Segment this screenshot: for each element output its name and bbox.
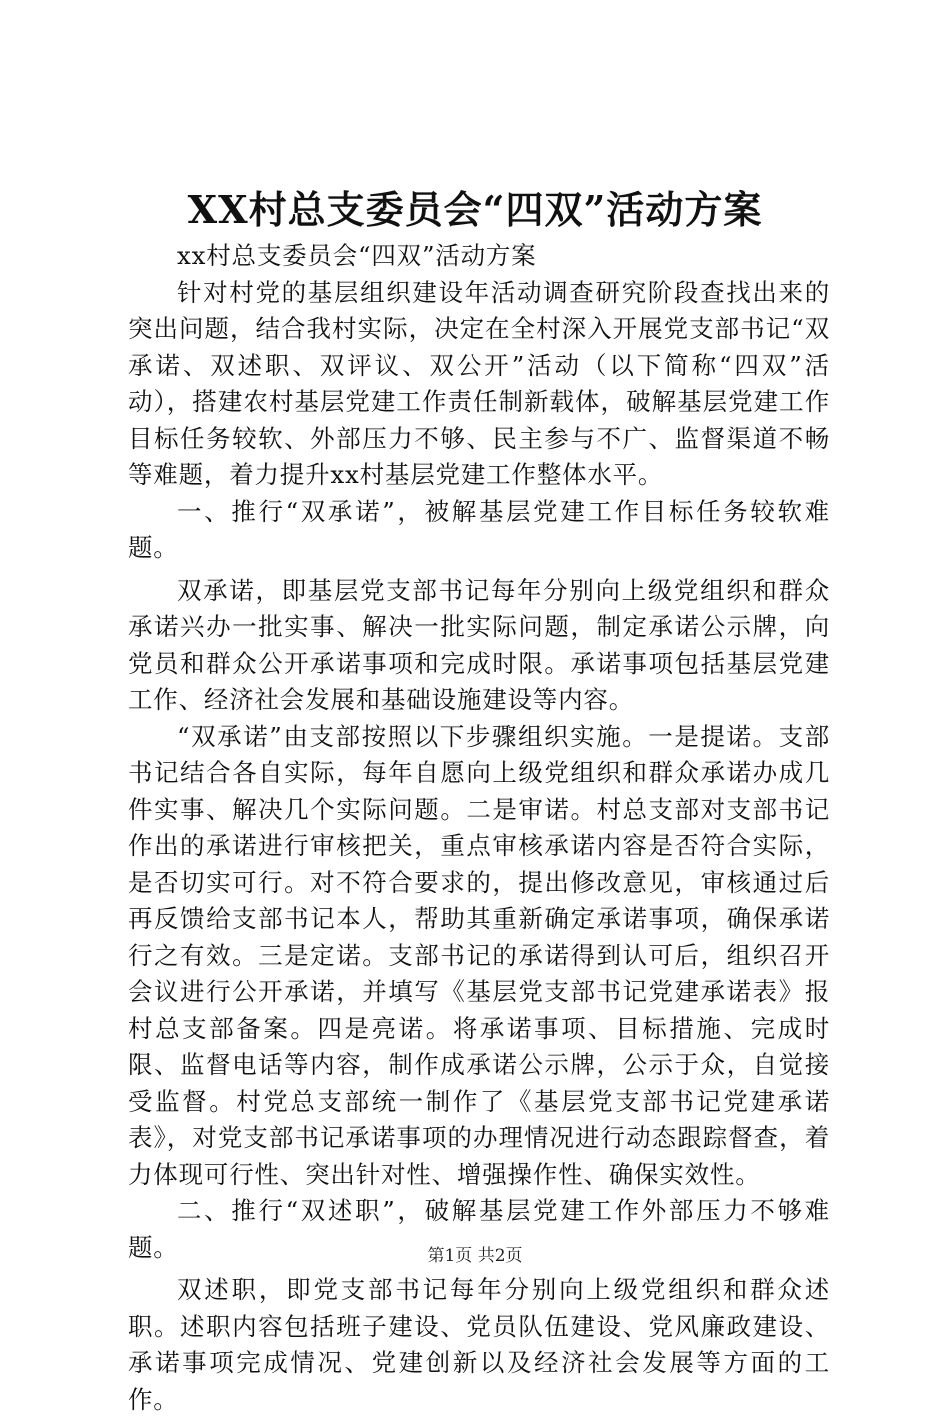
document-title: XX村总支委员会“四双”活动方案 xyxy=(187,187,763,232)
body-paragraph-1: 双承诺，即基层党支部书记每年分别向上级党组织和群众承诺兴办一批实事、解决一批实际问题，制定承诺公示牌，向党员和群众公开承诺事项和完成时限。承诺事项包括基层党建工作、经济社会发展和基础设施建设等内容。 xyxy=(128,575,830,714)
body-paragraph-2: “双承诺”由支部按照以下步骤组织实施。一是提诺。支部书记结合各自实际，每年自愿向上级党组织和群众承诺办成几件实事、解决几个实际问题。二是审诺。村总支部对支部书记作出的承诺进行审核把关，重点审核承诺内容是否符合实际，是否切实可行。对不符合要求的，提出修改意见，审核通过后再反馈给支部书记本人，帮助其重新确定承诺事项，确保承诺行之有效。三是定诺。支部书记的承诺得到认可后，组织召开会议进行公开承诺，并填写《基层党支部书记党建承诺表》报村总支部备案。四是亮诺。将承诺事项、目标措施、完成时限、监督电话等内容，制作成承诺公示牌，公示于众，自觉接受监督。村党总支部统一制作了《基层党支部书记党建承诺表》，对党支部书记承诺事项的办理情况进行动态跟踪督查，着力体现可行性、突出针对性、增强操作性、确保实效性。 xyxy=(128,721,830,1189)
intro-paragraph: 针对村党的基层组织建设年活动调查研究阶段查找出来的突出问题，结合我村实际，决定在全村深入开展党支部书记“双承诺、双述职、双评议、双公开”活动（以下简称“四双”活动），搭建农村基层党建工作责任制新载体，破解基层党建工作目标任务较软、外部压力不够、民主参与不广、监督渠道不畅等难题，着力提升xx村基层党建工作整体水平。 xyxy=(128,277,831,489)
section-heading-1: 一、推行“双承诺”，被解基层党建工作目标任务较软难题。 xyxy=(128,496,830,562)
document-body xyxy=(128,238,830,1418)
section-heading-2: 二、推行“双述职”，破解基层党建工作外部压力不够难题。 xyxy=(128,1196,830,1262)
body-paragraph-3: 双述职，即党支部书记每年分别向上级党组织和群众述职。述职内容包括班子建设、党员队伍建设、党风廉政建设、承诺事项完成情况、党建创新以及经济社会发展等方面的工作。 xyxy=(128,1275,830,1414)
subtitle-paragraph: xx村总支委员会“四双”活动方案 xyxy=(177,241,537,270)
page-footer: 第1页 共2页 xyxy=(427,1246,523,1266)
